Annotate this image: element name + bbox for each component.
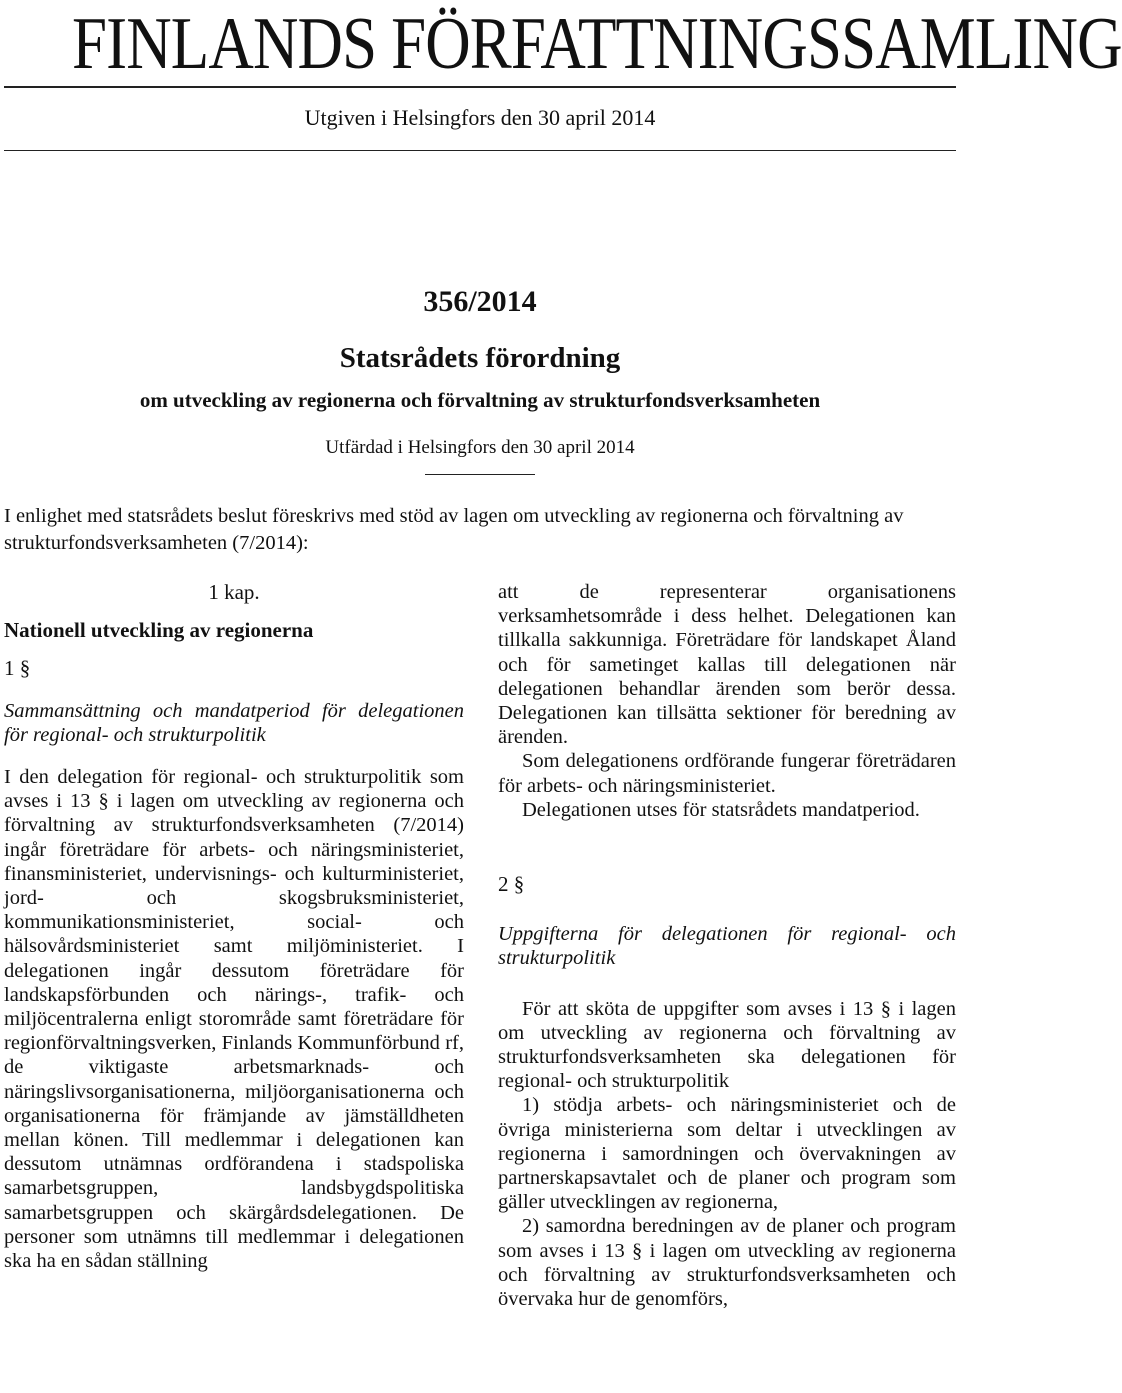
section-2-heading: Uppgifterna för delegationen för regional- och strukturpolitik xyxy=(498,923,956,970)
masthead-title: FINLANDS FÖRFATTNINGSSAMLING xyxy=(72,3,1122,85)
section-1-paragraph-3: Delegationen utses för statsrådets mandatperiod. xyxy=(522,798,920,821)
masthead-rule-bottom xyxy=(4,150,956,151)
act-title: Statsrådets förordning xyxy=(339,342,621,374)
section-2-intro: För att sköta de uppgifter som avses i 13 § i lagen om utveckling av regionerna och förvaltning av strukturfondsverksamheten ska delegationen för regional- och strukturpolitik xyxy=(498,997,956,1093)
preamble-text: I enlighet med statsrådets beslut föreskrivs med stöd av lagen om utveckling av regionerna och förvaltning av strukturfondsverksamheten (7/2014): xyxy=(4,505,904,554)
section-1-paragraph-1: I den delegation för regional- och strukturpolitik som avses i 13 § i lagen om utveckling av regionerna och förvaltning av strukturfondsverksamheten (7/2014) ingår företrädare för arbets- och näringsministeriet, finansministeriet, undervisnings- och kulturministeriet, jord- och skogsbruksministeriet, kommunikationsministeriet, social- och hälsovårdsministeriet samt miljöministeriet. I delegationen ingår dessutom företrädare för landskapsförbunden och närings-, trafik- och miljöcentralerna enligt storområde samt företrädare för regionförvaltningsverken, Finlands Kommunförbund rf, de viktigaste arbetsmarknads- och näringslivsorganisationerna, miljöorganisationerna och organisationerna för främjande av jämställdheten mellan könen. Till medlemmar i delegationen kan dessutom utnämnas ordförandena i stadspoliska samarbetsgruppen, landsbygdspolitiska samarbetsgruppen och skärgårdsdelegationen. De personer som utnämns till medlemmar i delegationen ska ha en sådan ställning xyxy=(4,766,464,1273)
section-2-number: 2 § xyxy=(498,872,525,897)
section-1-number: 1 § xyxy=(4,656,31,681)
publication-date: Utgiven i Helsingfors den 30 april 2014 xyxy=(304,105,656,130)
section-1-paragraph-1-continued: att de representerar organisationens verksamhetsområde i dess helhet. Delegationen kan tillkalla sakkunniga. Företrädare för landskapet Åland och för sametinget kallas till delegationen när delegationen behandlar ärenden som berör dessa. Delegationen kan tillsätta sektioner för beredning av ärenden. xyxy=(498,581,956,749)
section-2-item-2: 2) samordna beredningen av de planer och program som avses i 13 § i lagen om utveckling av regionerna och förvaltning av strukturfondsverksamheten och övervaka hur de genomförs, xyxy=(498,1215,956,1311)
act-number: 356/2014 xyxy=(423,285,537,318)
section-2-item-1: 1) stödja arbets- och näringsministeriet och de övriga ministerierna som deltar i utvecklingen av regionerna i samordningen och övervakningen av partnerskapsavtalet och de planer och program som gäller utvecklingen av regionerna, xyxy=(498,1094,956,1214)
masthead-rule-top xyxy=(4,86,956,88)
issued-divider xyxy=(425,474,535,475)
section-1-heading: Sammansättning och mandatperiod för delegationen för regional- och strukturpolitik xyxy=(4,699,464,746)
act-subtitle: om utveckling av regionerna och förvaltning av strukturfondsverksamheten xyxy=(139,388,821,412)
column-left xyxy=(4,580,464,1273)
section-1-paragraph-2: Som delegationens ordförande fungerar företrädaren för arbets- och näringsministeriet. xyxy=(498,750,956,797)
preamble xyxy=(4,503,956,557)
chapter-heading: Nationell utveckling av regionerna xyxy=(4,618,314,643)
chapter-label: 1 kap. xyxy=(208,580,260,604)
column-right xyxy=(498,580,956,1311)
issued-date: Utfärdad i Helsingfors den 30 april 2014 xyxy=(325,437,635,458)
